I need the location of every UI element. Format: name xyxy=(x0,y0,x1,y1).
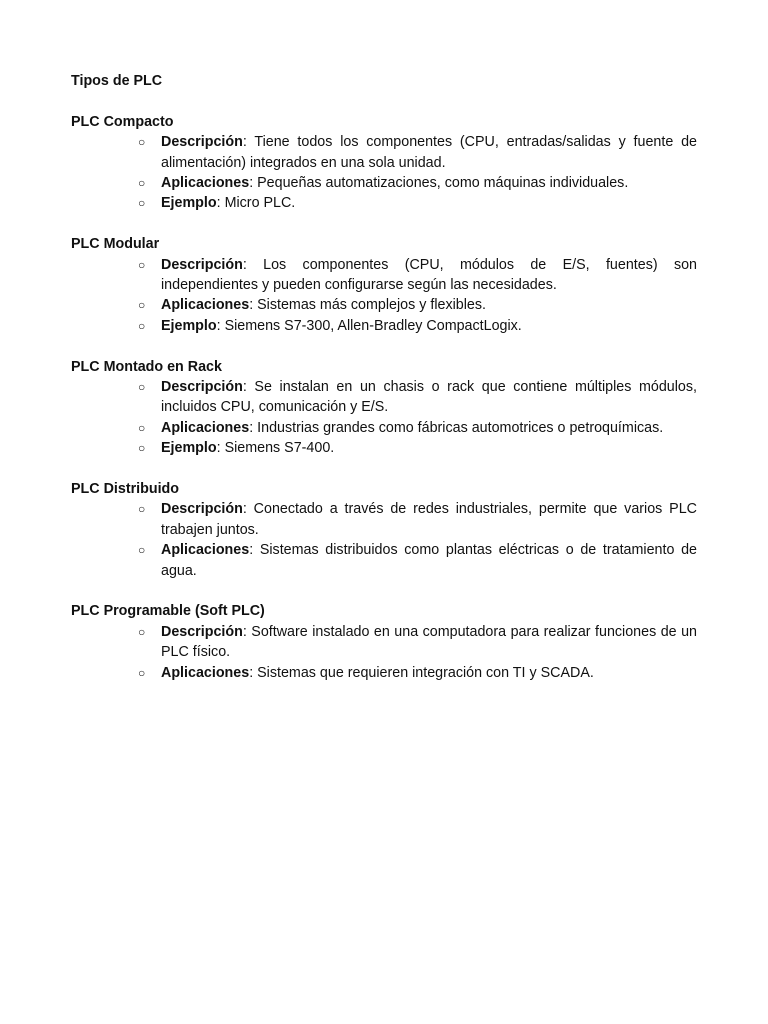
section-list xyxy=(71,377,697,459)
list-item xyxy=(71,255,697,296)
list-item xyxy=(71,622,697,663)
item-label: Descripción xyxy=(161,378,243,395)
section-title: PLC Programable (Soft PLC) xyxy=(71,603,265,620)
item-text: : Industrias grandes como fábricas automotrices o petroquímicas. xyxy=(249,419,664,436)
list-item xyxy=(71,295,697,315)
section-title: PLC Compacto xyxy=(71,113,174,130)
item-label: Ejemplo xyxy=(161,317,217,334)
circle-bullet-icon: ○ xyxy=(138,420,146,435)
section-title: PLC Montado en Rack xyxy=(71,358,222,375)
list-item xyxy=(71,173,697,193)
item-label: Aplicaciones xyxy=(161,174,250,191)
item-text: : Los componentes (CPU, módulos de E/S, fuentes) son independientes y pueden configurarse según las necesidades. xyxy=(161,256,697,293)
list-item xyxy=(71,377,697,418)
document-page xyxy=(71,71,697,683)
list-item xyxy=(71,540,697,581)
circle-bullet-icon: ○ xyxy=(138,441,146,456)
list-item xyxy=(71,499,697,540)
item-text: : Siemens S7-400. xyxy=(216,440,335,457)
item-label: Ejemplo xyxy=(161,195,217,212)
section-plc-distribuido xyxy=(71,479,697,581)
item-label: Aplicaciones xyxy=(161,664,250,681)
circle-bullet-icon: ○ xyxy=(138,502,146,517)
section-plc-montado-en-rack xyxy=(71,357,697,459)
circle-bullet-icon: ○ xyxy=(138,665,146,680)
item-text: : Software instalado en una computadora para realizar funciones de un PLC físico. xyxy=(161,623,697,661)
item-text: : Siemens S7-300, Allen-Bradley CompactLogix. xyxy=(216,317,522,334)
section-plc-compacto xyxy=(71,112,697,214)
item-label: Descripción xyxy=(161,623,243,640)
item-label: Aplicaciones xyxy=(161,419,250,436)
circle-bullet-icon: ○ xyxy=(138,257,146,272)
list-item xyxy=(71,316,697,336)
item-text: : Conectado a través de redes industriales, permite que varios PLC trabajen juntos. xyxy=(161,501,697,538)
list-item xyxy=(71,663,697,683)
item-text: : Micro PLC. xyxy=(216,195,296,212)
section-list xyxy=(71,499,697,581)
section-list xyxy=(71,622,697,683)
item-text: : Sistemas que requieren integración con TI y SCADA. xyxy=(249,664,594,681)
section-list xyxy=(71,132,697,214)
item-label: Aplicaciones xyxy=(161,297,250,314)
section-title: PLC Modular xyxy=(71,236,160,253)
circle-bullet-icon: ○ xyxy=(138,175,146,190)
item-label: Descripción xyxy=(161,134,243,151)
section-plc-modular xyxy=(71,234,697,336)
document-title: Tipos de PLC xyxy=(71,73,163,89)
item-label: Ejemplo xyxy=(161,440,217,457)
circle-bullet-icon: ○ xyxy=(138,379,146,394)
item-text: : Sistemas distribuidos como plantas eléctricas o de tratamiento de agua. xyxy=(161,542,697,579)
item-text: : Tiene todos los componentes (CPU, entradas/salidas y fuente de alimentación) integrados en una sola unidad. xyxy=(161,134,697,171)
item-label: Aplicaciones xyxy=(161,542,250,559)
item-label: Descripción xyxy=(161,501,243,518)
circle-bullet-icon: ○ xyxy=(138,135,146,150)
circle-bullet-icon: ○ xyxy=(138,318,146,333)
circle-bullet-icon: ○ xyxy=(138,196,146,211)
item-text: : Se instalan en un chasis o rack que contiene múltiples módulos, incluidos CPU, comunicación y E/S. xyxy=(161,378,697,416)
section-list xyxy=(71,255,697,337)
list-item xyxy=(71,418,697,438)
section-title: PLC Distribuido xyxy=(71,481,180,497)
list-item xyxy=(71,132,697,173)
item-label: Descripción xyxy=(161,256,243,273)
circle-bullet-icon: ○ xyxy=(138,543,146,558)
list-item xyxy=(71,193,697,213)
item-text: : Pequeñas automatizaciones, como máquinas individuales. xyxy=(249,174,629,191)
item-text: : Sistemas más complejos y flexibles. xyxy=(249,297,486,314)
circle-bullet-icon: ○ xyxy=(138,624,146,639)
list-item xyxy=(71,438,697,458)
section-plc-programable xyxy=(71,601,697,683)
circle-bullet-icon: ○ xyxy=(138,298,146,313)
